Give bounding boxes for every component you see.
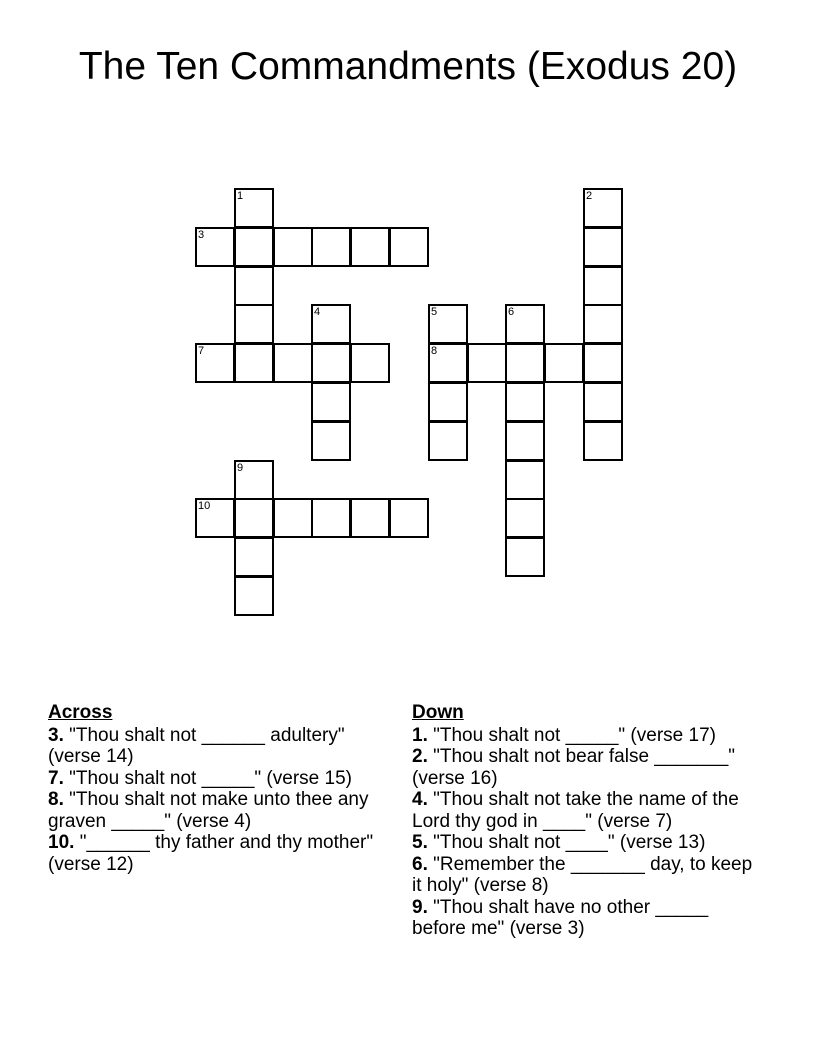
clue-number: 10 bbox=[198, 500, 211, 512]
clue-num: 4. bbox=[412, 789, 428, 810]
grid-cell[interactable] bbox=[428, 382, 468, 422]
clue-num: 9. bbox=[412, 896, 428, 918]
grid-cell[interactable] bbox=[583, 421, 623, 461]
clue-text: "Thou shalt not take the name of the Lord thy god in ____" (verse 7) bbox=[412, 789, 739, 832]
grid-cell[interactable] bbox=[311, 498, 351, 538]
grid-cell[interactable] bbox=[234, 266, 274, 306]
grid-cell[interactable] bbox=[505, 498, 545, 538]
grid-cell[interactable] bbox=[583, 266, 623, 306]
grid-cell[interactable] bbox=[389, 227, 429, 267]
grid-cell[interactable] bbox=[234, 537, 274, 577]
grid-cell[interactable] bbox=[273, 498, 313, 538]
clue-number: 9 bbox=[237, 462, 244, 474]
grid-cell[interactable] bbox=[583, 343, 623, 383]
grid-cell[interactable] bbox=[505, 382, 545, 422]
clue-num: 2. bbox=[412, 746, 428, 767]
grid-cell[interactable] bbox=[583, 382, 623, 422]
clue-text: "Thou shalt not make unto thee any graven _____" (verse 4) bbox=[48, 789, 369, 832]
grid-cell[interactable] bbox=[428, 343, 468, 383]
grid-cell[interactable] bbox=[505, 421, 545, 461]
across-clue bbox=[48, 832, 388, 875]
crossword-grid bbox=[195, 188, 623, 616]
clue-number: 6 bbox=[508, 306, 515, 318]
clue-number: 2 bbox=[586, 190, 593, 202]
clue-number: 7 bbox=[198, 345, 205, 357]
clue-num: 5. bbox=[412, 832, 428, 853]
grid-cell[interactable] bbox=[350, 498, 390, 538]
across-heading: Across bbox=[48, 702, 113, 723]
grid-cell[interactable] bbox=[544, 343, 584, 383]
down-heading: Down bbox=[412, 702, 464, 723]
grid-cell[interactable] bbox=[234, 460, 274, 500]
grid-cell[interactable] bbox=[234, 498, 274, 538]
down-clue bbox=[412, 746, 757, 789]
grid-cell[interactable] bbox=[467, 343, 507, 383]
clue-text: "Thou shalt have no other _____ before me" (verse 3) bbox=[412, 896, 709, 939]
clue-num: 3. bbox=[48, 724, 64, 746]
grid-cell[interactable] bbox=[311, 382, 351, 422]
down-clue bbox=[412, 832, 757, 854]
page-title: The Ten Commandments (Exodus 20) bbox=[78, 45, 738, 88]
clue-num: 8. bbox=[48, 789, 64, 810]
grid-cell[interactable] bbox=[234, 343, 274, 383]
grid-cell[interactable] bbox=[273, 227, 313, 267]
clue-text: "______ thy father and thy mother" (verse 12) bbox=[48, 832, 374, 875]
grid-cell[interactable] bbox=[195, 343, 235, 383]
grid-cell[interactable] bbox=[234, 227, 274, 267]
clue-num: 6. bbox=[412, 853, 428, 875]
across-clue bbox=[48, 725, 388, 768]
clue-num: 10. bbox=[48, 832, 75, 853]
down-clue bbox=[412, 854, 757, 897]
grid-cell[interactable] bbox=[389, 498, 429, 538]
down-clue bbox=[412, 897, 757, 940]
grid-cell[interactable] bbox=[428, 421, 468, 461]
grid-cell[interactable] bbox=[350, 343, 390, 383]
clue-text: "Thou shalt not ______ adultery" (verse 14) bbox=[48, 724, 345, 767]
across-clues bbox=[48, 702, 388, 875]
clue-text: "Thou shalt not _____" (verse 17) bbox=[433, 724, 716, 746]
grid-cell[interactable] bbox=[311, 421, 351, 461]
grid-cell[interactable] bbox=[505, 304, 545, 344]
grid-cell[interactable] bbox=[311, 343, 351, 383]
grid-cell[interactable] bbox=[234, 304, 274, 344]
down-clues bbox=[412, 702, 757, 940]
grid-cell[interactable] bbox=[583, 227, 623, 267]
clue-text: "Thou shalt not _____" (verse 15) bbox=[69, 767, 352, 789]
grid-cell[interactable] bbox=[350, 227, 390, 267]
grid-cell[interactable] bbox=[195, 227, 235, 267]
grid-cell[interactable] bbox=[311, 227, 351, 267]
grid-cell[interactable] bbox=[195, 498, 235, 538]
grid-cell[interactable] bbox=[505, 460, 545, 500]
clue-num: 7. bbox=[48, 767, 64, 789]
grid-cell[interactable] bbox=[234, 188, 274, 228]
down-clue bbox=[412, 725, 757, 747]
grid-cell[interactable] bbox=[234, 576, 274, 616]
across-clue bbox=[48, 789, 388, 832]
clue-number: 3 bbox=[198, 229, 205, 241]
clue-number: 4 bbox=[314, 306, 321, 318]
clue-number: 1 bbox=[237, 190, 244, 202]
grid-cell[interactable] bbox=[583, 304, 623, 344]
clue-text: "Thou shalt not ____" (verse 13) bbox=[433, 832, 706, 853]
down-clue bbox=[412, 789, 757, 832]
grid-cell[interactable] bbox=[428, 304, 468, 344]
clue-text: "Remember the _______ day, to keep it holy" (verse 8) bbox=[412, 853, 753, 896]
grid-cell[interactable] bbox=[273, 343, 313, 383]
grid-cell[interactable] bbox=[505, 537, 545, 577]
clue-num: 1. bbox=[412, 724, 428, 746]
clue-number: 8 bbox=[431, 345, 438, 357]
clue-number: 5 bbox=[431, 306, 438, 318]
clue-text: "Thou shalt not bear false _______" (verse 16) bbox=[412, 746, 736, 789]
grid-cell[interactable] bbox=[583, 188, 623, 228]
grid-cell[interactable] bbox=[311, 304, 351, 344]
across-clue bbox=[48, 768, 388, 790]
grid-cell[interactable] bbox=[505, 343, 545, 383]
